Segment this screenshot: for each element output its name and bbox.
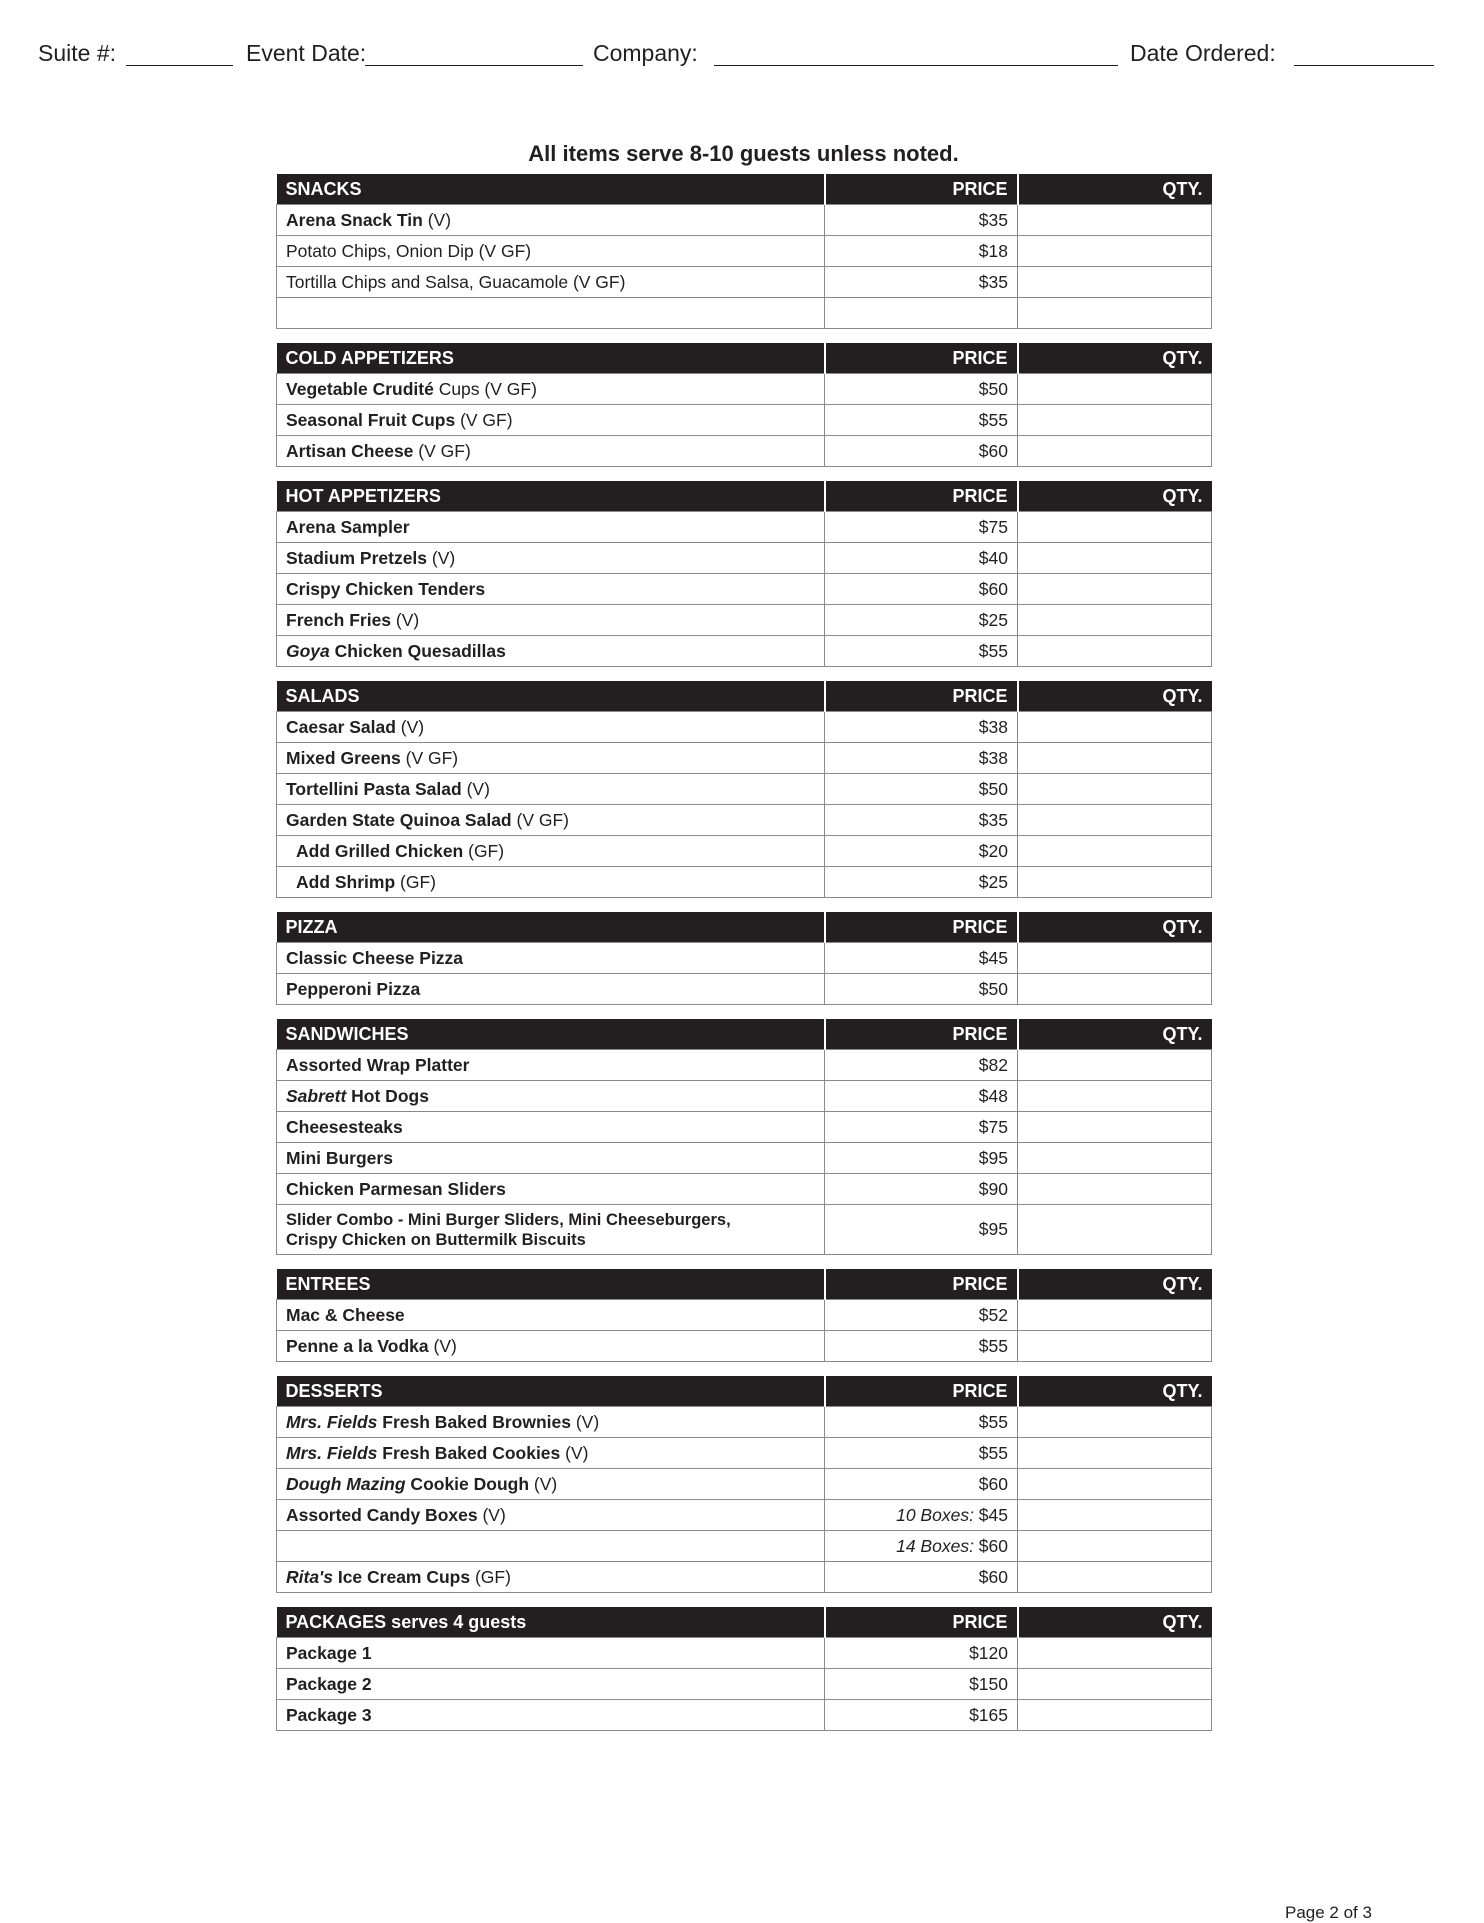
item-name: Potato Chips, Onion Dip (V GF): [277, 236, 825, 267]
item-name: Cheesesteaks: [277, 1112, 825, 1143]
qty-cell[interactable]: [1018, 943, 1212, 974]
qty-cell[interactable]: [1018, 512, 1212, 543]
item-name: French Fries (V): [277, 605, 825, 636]
section-header: [277, 681, 1212, 712]
item-name: Package 3: [277, 1700, 825, 1731]
price-header: PRICE: [825, 174, 1018, 205]
item-name: Artisan Cheese (V GF): [277, 436, 825, 467]
qty-cell[interactable]: [1018, 743, 1212, 774]
qty-cell[interactable]: [1018, 436, 1212, 467]
item-price: $40: [825, 543, 1018, 574]
company-field[interactable]: [714, 65, 1118, 66]
table-row: [277, 1700, 1212, 1731]
item-name: Crispy Chicken Tenders: [277, 574, 825, 605]
event-date-label: Event Date:: [246, 40, 367, 66]
table-row: [277, 1081, 1212, 1112]
qty-cell[interactable]: [1018, 1407, 1212, 1438]
table-row: [277, 712, 1212, 743]
table-row: [277, 1174, 1212, 1205]
table-row: [277, 605, 1212, 636]
section-header: [277, 481, 1212, 512]
item-name: Rita's Ice Cream Cups (GF): [277, 1562, 825, 1593]
item-price: $35: [825, 267, 1018, 298]
item-name: Mrs. Fields Fresh Baked Cookies (V): [277, 1438, 825, 1469]
table-row: [277, 743, 1212, 774]
item-price: $60: [825, 1562, 1018, 1593]
qty-header: QTY.: [1018, 481, 1212, 512]
price-header: PRICE: [825, 912, 1018, 943]
section-header: [277, 1607, 1212, 1638]
table-row: [277, 836, 1212, 867]
event-date-field[interactable]: [365, 65, 583, 66]
item-price: $35: [825, 805, 1018, 836]
qty-cell[interactable]: [1018, 1143, 1212, 1174]
section-entrees: [276, 1269, 1212, 1362]
price-header: PRICE: [825, 481, 1018, 512]
section-header: [277, 1269, 1212, 1300]
section-title: PACKAGES serves 4 guests: [277, 1607, 825, 1638]
price-header: PRICE: [825, 1376, 1018, 1407]
item-price: $60: [825, 574, 1018, 605]
section-title: SALADS: [277, 681, 825, 712]
item-price: $50: [825, 974, 1018, 1005]
item-name: Assorted Wrap Platter: [277, 1050, 825, 1081]
qty-cell[interactable]: [1018, 1081, 1212, 1112]
item-price: $48: [825, 1081, 1018, 1112]
section-header: [277, 1019, 1212, 1050]
suite-field[interactable]: [126, 65, 233, 66]
item-name: Slider Combo - Mini Burger Sliders, Mini Cheeseburgers, Crispy Chicken on Buttermilk Biscuits: [277, 1205, 825, 1255]
table-row: [277, 1669, 1212, 1700]
item-name: Mini Burgers: [277, 1143, 825, 1174]
qty-cell[interactable]: [1018, 774, 1212, 805]
item-price: $35: [825, 205, 1018, 236]
qty-cell[interactable]: [1018, 405, 1212, 436]
item-name: Mac & Cheese: [277, 1300, 825, 1331]
table-row: [277, 1143, 1212, 1174]
item-name: Package 1: [277, 1638, 825, 1669]
price-header: PRICE: [825, 681, 1018, 712]
item-name: Arena Sampler: [277, 512, 825, 543]
qty-header: QTY.: [1018, 174, 1212, 205]
qty-cell[interactable]: [1018, 1669, 1212, 1700]
qty-header: QTY.: [1018, 1376, 1212, 1407]
item-name: Add Shrimp (GF): [277, 867, 825, 898]
section-cold-appetizers: [276, 343, 1212, 467]
item-name: Penne a la Vodka (V): [277, 1331, 825, 1362]
table-row: [277, 1331, 1212, 1362]
section-title: COLD APPETIZERS: [277, 343, 825, 374]
item-price: $50: [825, 374, 1018, 405]
table-row: [277, 1050, 1212, 1081]
suite-label: Suite #:: [38, 40, 116, 66]
section-title: PIZZA: [277, 912, 825, 943]
menu-order-form: [276, 174, 1211, 1731]
item-price: $75: [825, 512, 1018, 543]
item-price: 10 Boxes: $45: [825, 1500, 1018, 1531]
section-sandwiches: [276, 1019, 1212, 1255]
item-price: $45: [825, 943, 1018, 974]
section-title: HOT APPETIZERS: [277, 481, 825, 512]
qty-header: QTY.: [1018, 681, 1212, 712]
section-desserts: [276, 1376, 1212, 1593]
qty-cell[interactable]: [1018, 1112, 1212, 1143]
price-header: PRICE: [825, 1607, 1018, 1638]
section-title: DESSERTS: [277, 1376, 825, 1407]
item-name: Pepperoni Pizza: [277, 974, 825, 1005]
item-name: Package 2: [277, 1669, 825, 1700]
item-price: $60: [825, 436, 1018, 467]
price-header: PRICE: [825, 343, 1018, 374]
table-row: [277, 1469, 1212, 1500]
item-name: Seasonal Fruit Cups (V GF): [277, 405, 825, 436]
table-row: [277, 1112, 1212, 1143]
table-row: [277, 405, 1212, 436]
item-price: $55: [825, 405, 1018, 436]
qty-cell[interactable]: [1018, 836, 1212, 867]
item-name: Goya Chicken Quesadillas: [277, 636, 825, 667]
qty-cell[interactable]: [1018, 298, 1212, 329]
item-name: Add Grilled Chicken (GF): [277, 836, 825, 867]
qty-header: QTY.: [1018, 1269, 1212, 1300]
table-row: [277, 512, 1212, 543]
table-row: [277, 436, 1212, 467]
item-name: Assorted Candy Boxes (V): [277, 1500, 825, 1531]
qty-cell[interactable]: [1018, 605, 1212, 636]
item-price: $25: [825, 867, 1018, 898]
empty-cell[interactable]: [277, 298, 825, 329]
section-title: SNACKS: [277, 174, 825, 205]
section-header: [277, 343, 1212, 374]
qty-header: QTY.: [1018, 1019, 1212, 1050]
table-row: [277, 636, 1212, 667]
qty-cell[interactable]: [1018, 1469, 1212, 1500]
qty-cell[interactable]: [1018, 636, 1212, 667]
section-packages: [276, 1607, 1212, 1731]
section-title: SANDWICHES: [277, 1019, 825, 1050]
qty-cell[interactable]: [1018, 1531, 1212, 1562]
table-row: [277, 943, 1212, 974]
section-hot-appetizers: [276, 481, 1212, 667]
qty-cell[interactable]: [1018, 1174, 1212, 1205]
qty-cell[interactable]: [1018, 712, 1212, 743]
item-price: 14 Boxes: $60: [825, 1531, 1018, 1562]
item-price: $18: [825, 236, 1018, 267]
table-row: [277, 1205, 1212, 1255]
table-row: [277, 205, 1212, 236]
item-price: $55: [825, 636, 1018, 667]
item-price: $55: [825, 1407, 1018, 1438]
section-header: [277, 912, 1212, 943]
table-row-empty: [277, 298, 1212, 329]
table-row: [277, 236, 1212, 267]
qty-cell[interactable]: [1018, 1638, 1212, 1669]
item-name: Vegetable Crudité Cups (V GF): [277, 374, 825, 405]
qty-cell[interactable]: [1018, 574, 1212, 605]
item-price: $165: [825, 1700, 1018, 1731]
qty-cell[interactable]: [1018, 867, 1212, 898]
price-header: PRICE: [825, 1019, 1018, 1050]
item-name: Stadium Pretzels (V): [277, 543, 825, 574]
section-title: ENTREES: [277, 1269, 825, 1300]
table-row: [277, 1531, 1212, 1562]
item-price: $90: [825, 1174, 1018, 1205]
section-pizza: [276, 912, 1212, 1005]
section-salads: [276, 681, 1212, 898]
qty-cell[interactable]: [1018, 1500, 1212, 1531]
qty-cell[interactable]: [1018, 543, 1212, 574]
qty-cell[interactable]: [1018, 1700, 1212, 1731]
item-name: Mrs. Fields Fresh Baked Brownies (V): [277, 1407, 825, 1438]
item-price: $150: [825, 1669, 1018, 1700]
item-price: $52: [825, 1300, 1018, 1331]
table-row: [277, 1562, 1212, 1593]
item-name: Sabrett Hot Dogs: [277, 1081, 825, 1112]
empty-cell: [277, 1531, 825, 1562]
qty-cell[interactable]: [1018, 374, 1212, 405]
qty-cell[interactable]: [1018, 205, 1212, 236]
table-row: [277, 974, 1212, 1005]
item-price: $25: [825, 605, 1018, 636]
serving-note: All items serve 8-10 guests unless noted.: [528, 141, 959, 166]
section-header: [277, 1376, 1212, 1407]
item-name: Mixed Greens (V GF): [277, 743, 825, 774]
item-name: Classic Cheese Pizza: [277, 943, 825, 974]
qty-cell[interactable]: [1018, 1050, 1212, 1081]
item-name: Arena Snack Tin (V): [277, 205, 825, 236]
qty-cell[interactable]: [1018, 1438, 1212, 1469]
qty-cell[interactable]: [1018, 1562, 1212, 1593]
qty-cell[interactable]: [1018, 236, 1212, 267]
item-price: $82: [825, 1050, 1018, 1081]
item-price: $20: [825, 836, 1018, 867]
company-label: Company:: [593, 40, 698, 66]
table-row: [277, 1638, 1212, 1669]
order-header: [38, 40, 1446, 70]
item-price: $50: [825, 774, 1018, 805]
item-price: $120: [825, 1638, 1018, 1669]
item-name: Caesar Salad (V): [277, 712, 825, 743]
item-name: Tortilla Chips and Salsa, Guacamole (V GF): [277, 267, 825, 298]
empty-cell: [825, 298, 1018, 329]
table-row: [277, 867, 1212, 898]
item-name: Garden State Quinoa Salad (V GF): [277, 805, 825, 836]
item-price: $38: [825, 712, 1018, 743]
table-row: [277, 1500, 1212, 1531]
date-ordered-label: Date Ordered:: [1130, 40, 1276, 66]
table-row: [277, 1438, 1212, 1469]
table-row: [277, 1407, 1212, 1438]
item-price: $55: [825, 1438, 1018, 1469]
section-snacks: [276, 174, 1212, 329]
item-name: Dough Mazing Cookie Dough (V): [277, 1469, 825, 1500]
table-row: [277, 1300, 1212, 1331]
qty-header: QTY.: [1018, 343, 1212, 374]
table-row: [277, 774, 1212, 805]
table-row: [277, 374, 1212, 405]
qty-cell[interactable]: [1018, 1331, 1212, 1362]
qty-cell[interactable]: [1018, 1300, 1212, 1331]
qty-header: QTY.: [1018, 1607, 1212, 1638]
table-row: [277, 267, 1212, 298]
item-name: Chicken Parmesan Sliders: [277, 1174, 825, 1205]
qty-cell[interactable]: [1018, 974, 1212, 1005]
item-name: Tortellini Pasta Salad (V): [277, 774, 825, 805]
item-price: $60: [825, 1469, 1018, 1500]
price-header: PRICE: [825, 1269, 1018, 1300]
qty-cell[interactable]: [1018, 805, 1212, 836]
qty-cell[interactable]: [1018, 1205, 1212, 1255]
date-ordered-field[interactable]: [1294, 65, 1434, 66]
page-number: Page 2 of 3: [1285, 1903, 1372, 1922]
item-price: $95: [825, 1143, 1018, 1174]
table-row: [277, 574, 1212, 605]
item-price: $95: [825, 1205, 1018, 1255]
qty-cell[interactable]: [1018, 267, 1212, 298]
item-price: $55: [825, 1331, 1018, 1362]
qty-header: QTY.: [1018, 912, 1212, 943]
item-price: $75: [825, 1112, 1018, 1143]
item-price: $38: [825, 743, 1018, 774]
section-header: [277, 174, 1212, 205]
table-row: [277, 805, 1212, 836]
table-row: [277, 543, 1212, 574]
